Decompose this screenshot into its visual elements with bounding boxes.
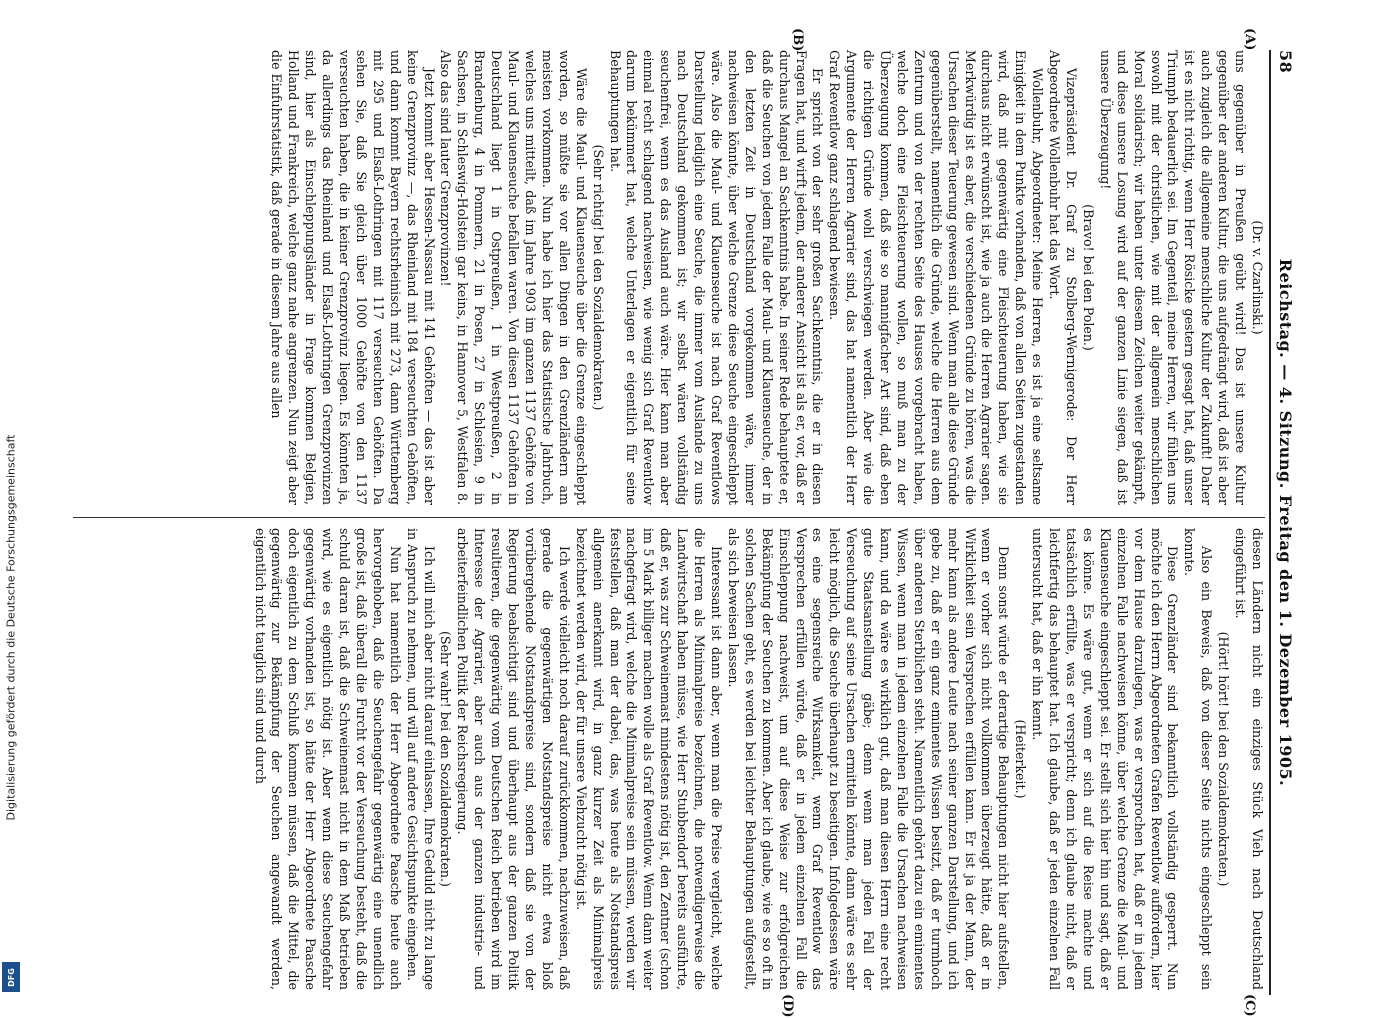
right-column bbox=[65, 528, 1265, 990]
paragraph: diesen Ländern nicht ein einziges Stück Vieh nach Deutschland eingeführt ist. bbox=[1233, 528, 1265, 990]
paragraph: Also ein Beweis, daß von dieser Seite nichts eingeschleppt sein konnte. bbox=[1182, 528, 1215, 990]
paragraph: Ich will mich aber nicht darauf einlassen, Ihre Geduld nicht zu lange in Anspruch zu nehmen, und will auf andere Gesichtspunkte eingehen. bbox=[404, 528, 437, 990]
page-header bbox=[1273, 50, 1299, 995]
interjection: (Hört! hört! bei den Sozialdemokraten.) bbox=[1216, 631, 1232, 887]
paragraph: Nun hat namentlich der Herr Abgeordnete Paasche heute auch hervorgehoben, daß die Seuchengefahr gegenwärtig eine unendlich große ist, daß überall die Furcht vor der Verseuchung besteht, daß die schuld daran ist, daß die Schweinemast nicht in dem Maß betrieben wird, wie es eigentlich nötig ist. Aber wenn diese Seuchengefahr gegenwärtig vorhanden ist, so hätte der Herr Abgeordnete Paasche doch eigentlich zu dem Schluß kommen müssen, daß die Mittel, die gegenwärtig zur Bekämpfung der Seuchen angewandt werden, eigentlich nicht tauglich sind und durch bbox=[252, 528, 403, 990]
paragraph: Interessant ist dann aber, wenn man die Preise vergleicht, welche die Herren als Minimalpreise bezeichnen, die notwendigerweise die Landwirtschaft haben müsse, wie Herr Stubbendorf bereits ausführte, daß er, was zur Schweinemast mindestens nötig ist, den Zentner (schon im 5 Mark billiger machen wolle als Graf Reventlow. Wenn dann weiter nachgefragt wird, welche die Minimalpreise sein müssen, werden wir feststellen, daß man der dabei, das, was heute als Notstandspreis allgemein anerkannt wird, in ganz kurzer Zeit als Minimalpreis bezeichnet werden wird, der für unsere Viehzucht nötig ist. bbox=[573, 528, 724, 990]
paragraph: Denn sonst würde er derartige Behauptungen nicht hier aufstellen, wenn er vorher sich nicht vollkommen überzeugt hätte, daß er in Wirklichkeit sein Versprechen erfüllen kann. Er ist ja der Mann, der mehr kann als andere Leute nach seiner ganzen Darstellung, und ich gebe zu, daß er ein ganz eminentes Wissen besitzt, daß er turmhoch über anderen Sterblichen steht. Namentlich gehört dazu ein eminentes Wissen, wenn man in jedem einzelnen Falle die Ursachen nachweisen kann, und da wäre es wirklich gut, daß man diesen Herrn eine recht gute Staatsanstellung gäbe; denn wenn man jeden Fall der Verseuchung auf seine Ursachen ermitteln könnte, dann wäre es sehr leicht möglich, die Seuche überhaupt zu beseitigen. Infolgedessen wäre es eine segensreiche Wirksamkeit, wenn Graf Reventlow das Versprechen erfüllen würde, daß er in jedem einzelnen Fall die Einschleppung nachweist, um auf diese Weise zur erfolgreichen Bekämpfung der Seuchen zu kommen. Aber ich glaube, wie es so oft in solchen Sachen geht, es werden bei leichter Behauptungen aufgestellt, als sich beweisen lassen. bbox=[725, 528, 1012, 990]
rotated-page bbox=[65, 28, 1305, 1018]
paragraph: Ich werde vielleicht noch darauf zurückkommen, nachzuweisen, daß gerade die gegenwärtigen Notstandspreise nicht etwa bloß vorübergehende Notstandspreise sind, sondern daß sie von der Regierung beabsichtigt sind und überhaupt aus der ganzen Politik resultieren, die gegenwärtig vom Deutschen Reich betrieben wird im Interesse der Agrarier, aber auch aus der ganzen industrie- und arbeiterfeindlichen Politik der Reichsregierung. bbox=[455, 528, 572, 990]
paragraph: Diese Grenzländer sind bekanntlich vollständig gesperrt. Nun möchte ich den Herrn Abgeordneten Grafen Reventlow auffordern, hier vor dem Hause darzulegen, was er versprochen hat, daß er in jedem einzelnen Falle nachweisen könne, über welche Grenze die Maul- und Klauenseuche eingeschleppt sei. Er stellt sich hier hin und sagt, daß er es könne. Es wäre gut, wenn er sich auf die Reise machte und tatsächlich erfüllte, was er verspricht; denn ich glaube nicht, daß er leichtfertig das behauptet hat. Ich glaube, daß er jeden einzelnen Fall untersucht hat, daß er ihn kennt. bbox=[1030, 528, 1181, 990]
left-column bbox=[65, 50, 1265, 505]
page-number: 58 bbox=[1276, 50, 1296, 74]
paragraph: Wäre die Maul- und Klauenseuche über die Grenze eingeschleppt worden, so müßte sie vor allen Dingen in den Grenzländern am meisten vorkommen. Nun habe ich hier das Statistische Jahrbuch, welches uns mitteilt, daß im Jahre 1903 im ganzen 1137 Gehöfte von Maul- und Klauenseuche befallen waren. Von diesen 1137 Gehöften in Deutschland liegt 1 in Ostpreußen, 1 in Westpreußen, 2 in Brandenburg, 4 in Pommern, 21 in Posen, 27 in Schlesien, 9 in Sachsen, in Schleswig-Holstein gar keins, in Hannover 5, Westfalen 8. Also das sind lauter Grenzprovinzen! bbox=[438, 50, 589, 505]
header-rule bbox=[1269, 50, 1271, 995]
margin-mark-a: (A) bbox=[1242, 28, 1257, 51]
column-divider bbox=[73, 517, 1265, 518]
margin-mark-c: (C) bbox=[1242, 994, 1257, 1017]
paragraph: Er spricht von der sehr großen Sachkenntnis, die er in diesen Fragen hat, und wirft jedem, der anderer Ansicht ist als er, vor, daß er durchaus Mangel an Sachkenntnis habe. In seiner Rede behauptete er, daß die Seuchen von jedem Falle der Maul- und Klauenseuche, der in den letzten Zeit in Deutschland vorgekommen wäre, immer nachweisen könnte, über welche Grenze diese Seuche eingeschleppt wäre. Also die Maul- und Klauenseuche ist nach Graf Reventlows Darstellung lediglich eine Seuche, die immer vom Auslande zu uns nach Deutschland gekommen ist; wir selbst wären vollständig seuchenfrei, wenn es das Ausland auch wäre. Hier kann man aber einmal recht schlagend nachweisen, wie wenig sich Graf Reventlow darum bekümmert hat, welche Unterlagen er eigentlich für seine Behauptungen hat. bbox=[607, 50, 826, 505]
speaker-ref: (Dr. v. Czarlinski.) bbox=[1250, 220, 1265, 335]
president-announcement: Vizepräsident Dr. Graf zu Stolberg-Wernigerode: Der Herr Abgeordnete Wollenbuhr hat das Wort. bbox=[1047, 50, 1080, 505]
interjection: (Sehr wahr! bei den Sozialdemokraten.) bbox=[438, 631, 454, 887]
margin-mark-d: (D) bbox=[780, 994, 795, 1018]
interjection: (Heiterkeit.) bbox=[1013, 719, 1029, 799]
paragraph: uns gegenüber in Preußen geübt wird! Das ist unsere Kultur gegenüber der anderen Kultur, die uns aufgedrängt wird, daß ist aber auch zugleich die allgemeine menschliche Kultur der Zukunft! Daher ist es nicht richtig, wenn Herr Rösicke gestern gesagt hat, daß unser Triumph bedauerlich sei. Im Gegenteil, meine Herren, wir fühlen uns sowohl mit der christlichen, wie mit der allgemein menschlichen Moral solidarisch; wir haben unter diesem Zeichen weiter gekämpft, und diese unsere Losung wird auf der ganzen Linie siegen, daß ist unsere Überzeugung! bbox=[1097, 50, 1249, 505]
credit-text: Digitalisierung gefördert durch die Deutsche Forschungsgemeinschaft bbox=[4, 434, 18, 821]
interjection: (Sehr richtig! bei den Sozialdemokraten.) bbox=[590, 144, 606, 411]
margin-mark-b: (B) bbox=[790, 28, 805, 52]
paragraph: Wollenbuhr, Abgeordneter: Meine Herren, es ist ja eine seltsame Einigkeit in dem Punkte vorhanden, daß von allen Seiten zugestanden wird, daß mit gegenwärtig eine Fleischteuerung haben, wie sie durchaus nicht erwünscht ist, wie ja auch die Herren Agrarier sagen. Merkwürdig ist es aber, die verschiedenen Gründe zu hören, was die Ursachen dieser Teuerung gewesen sind. Wenn man alle diese Gründe gegenüberstellt, namentlich die Gründe, welche die Herren aus dem Zentrum und von der rechten Seite des Hauses vorgebracht haben, welche doch eine Fleischteuerung wollen, so muß man zu der Überzeugung kommen, daß sie so mannigfacher Art sind, daß eben die richtigen Gründe wohl verschwiegen werden. Aber wie die Argumente der Herren Agrarier sind, das hat namentlich der Herr Graf Reventlow ganz schlagend bewiesen. bbox=[827, 50, 1046, 505]
interjection: (Bravo! bei den Polen.) bbox=[1080, 204, 1096, 351]
running-title: Reichstag. — 4. Sitzung. Freitag den 1. Dezember 1905. bbox=[1276, 258, 1296, 787]
dfg-logo: DFG bbox=[2, 962, 20, 992]
paragraph: Jetzt kommt aber Hessen-Nassau mit 141 Gehöften — das ist aber keine Grenzprovinz —, das Rheinland mit 184 verseuchten Gehöften, und dann kommt Bayern rechtsrheinisch mit 273, dann Württemberg mit 295 und Elsaß-Lothringen mit 117 verseuchten Gehöften. Da sehen Sie, daß Sie gleich über 1000 Gehöfte von den 1137 verseuchten haben, die in keiner Grenzprovinz liegen. Es könnten ja, da allerdings das Rheinland und Elsaß-Lothringen Grenzprovinzen sind, hier als Einschleppungsländer in Frage kommen Belgien, Holland und Frankreich, welche ganz nahe angrenzen. Nun zeigt aber die Einfuhrstatistik, daß gerade in diesem Jahre aus allen bbox=[269, 50, 437, 505]
digitization-credit bbox=[0, 260, 22, 995]
